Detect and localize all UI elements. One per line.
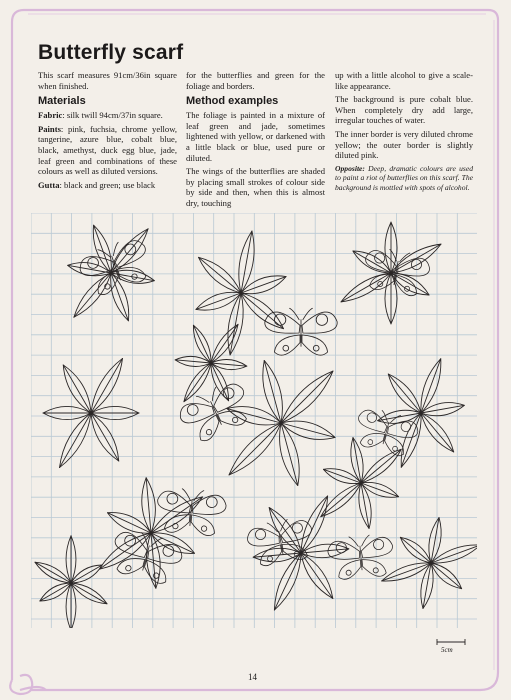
method-paragraph-4: The inner border is very diluted chrome yellow; the outer border is slightly diluted pink.	[335, 128, 473, 161]
method-paragraph-3: The background is pure cobalt blue. When completely dry add large, irregular touches of water.	[335, 94, 473, 126]
method-paragraph-2: The wings of the butterflies are shaded by placing small strokes of colour side by side and then, when this is almost dry, touching	[186, 166, 325, 208]
column-2	[186, 70, 325, 212]
caption-text: Deep, dramatic colours are used to paint a riot of butterflies on this scarf. The background is mottled with spots of alcohol.	[335, 163, 473, 192]
scale-label: 5cm	[441, 646, 453, 654]
materials-heading: Materials	[38, 95, 86, 108]
paints-text: : pink, fuchsia, chrome yellow, tangerine, azure blue, cobalt blue, black, amethyst, duck egg blue, jade, leaf green and combinations of these colours as well as diluted versions.	[38, 123, 177, 177]
gutta-line	[38, 180, 177, 191]
intro-text: This scarf measures 91cm/36in square when finished.	[38, 70, 177, 91]
paints-label: Paints	[38, 123, 61, 134]
photo-caption	[335, 164, 473, 192]
page-number: 14	[248, 672, 257, 682]
column-3	[335, 70, 473, 195]
fabric-label: Fabric	[38, 110, 63, 121]
method-paragraph-1: The foliage is painted in a mixture of leaf green and jade, sometimes lightened with yellow, or darkened with a little black or blue, used pure or diluted.	[186, 110, 325, 163]
butterfly-foliage-outline	[35, 222, 477, 628]
fabric-text: : silk twill 94cm/37in square.	[62, 110, 163, 121]
method-paragraph-2-continued: up with a little alcohol to give a scale-like appearance.	[335, 70, 473, 91]
method-heading: Method examples	[186, 95, 279, 108]
scarf-pattern-drawing	[31, 213, 477, 628]
gutta-text: : black and green; use black	[59, 179, 156, 190]
caption-label: Opposite:	[335, 163, 365, 173]
paints-line	[38, 124, 177, 177]
page-title: Butterfly scarf	[38, 41, 184, 64]
column-1	[38, 70, 177, 193]
gutta-label: Gutta	[38, 179, 60, 190]
gutta-continued: for the butterflies and green for the foliage and borders.	[186, 70, 325, 91]
fabric-line	[38, 110, 177, 121]
